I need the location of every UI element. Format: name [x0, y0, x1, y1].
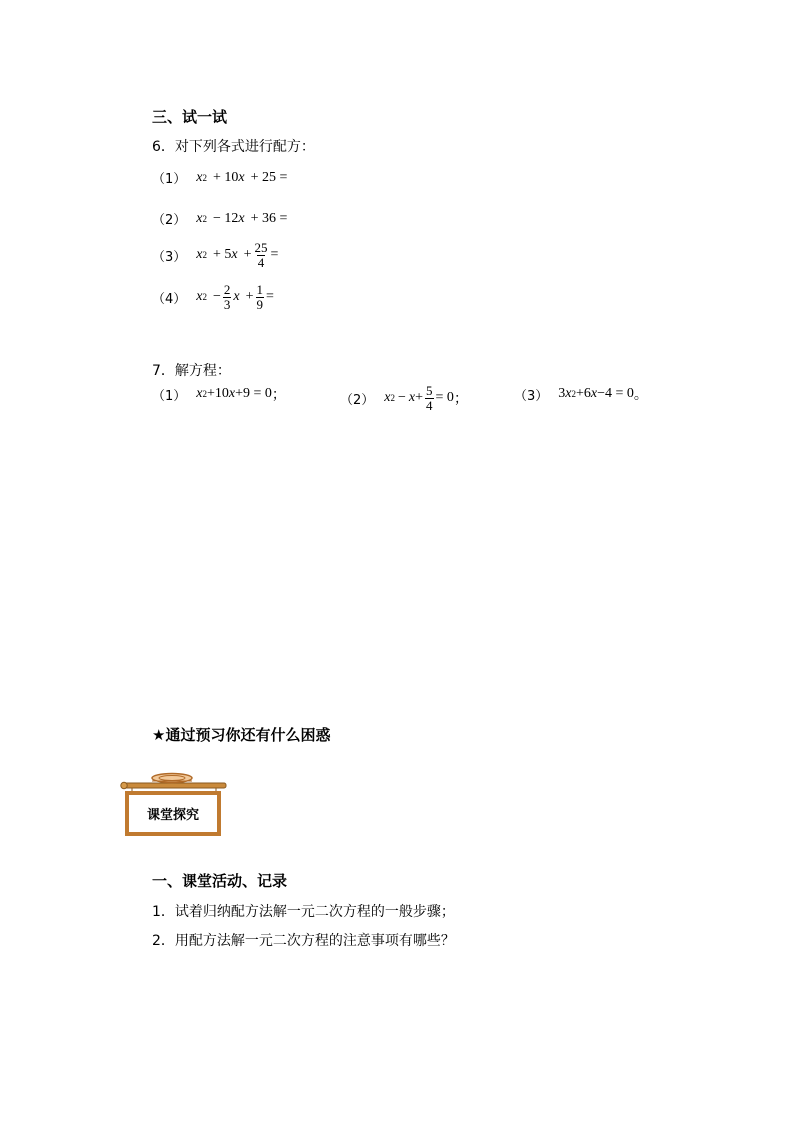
plus-sign: +	[245, 289, 254, 305]
q7-item-1: （1） x 2 +10 x +9 = 0 ；	[152, 386, 286, 404]
term-tail: +9 = 0	[235, 386, 272, 401]
variable-x: x	[231, 247, 238, 263]
fraction-denominator: 4	[426, 397, 433, 413]
section-heading-activity: 一、课堂活动、记录	[152, 872, 288, 890]
variable-x: x	[196, 169, 203, 185]
variable-x: x	[408, 390, 416, 406]
q7-item-2: （2） x 2 − x + $\frac{5}{4}$ = 0 ；	[340, 383, 468, 413]
fraction-denominator: 9	[256, 296, 264, 312]
preview-doubt-heading: ★通过预习你还有什么困惑	[152, 726, 331, 744]
fraction-denominator: 3	[223, 296, 231, 312]
variable-x: x	[238, 169, 245, 185]
variable-x: x	[196, 210, 203, 226]
variable-x: x	[233, 289, 240, 305]
item-label: （2）	[152, 213, 187, 228]
fraction	[223, 283, 232, 311]
term: +10	[207, 386, 229, 401]
variable-x: x	[565, 386, 572, 401]
minus-sign: −	[398, 390, 406, 406]
variable-x: x	[238, 210, 245, 226]
fraction-numerator: 2	[223, 282, 231, 297]
q6-item-4: （4） x 2 − $\frac{2}{3}$ x + $\frac{1}{9}$ =	[152, 282, 274, 312]
term-tail: = 0	[435, 390, 454, 406]
variable-x: x	[384, 390, 391, 406]
term: +6	[576, 386, 591, 401]
item-label: （2）	[340, 392, 375, 408]
term-tail: + 36 =	[250, 210, 288, 226]
fraction-numerator: 5	[426, 383, 433, 398]
fraction	[256, 283, 265, 311]
variable-x: x	[590, 386, 598, 401]
question-7-prompt: 7．解方程：	[152, 363, 231, 379]
variable-x: x	[196, 247, 203, 263]
fraction	[254, 241, 269, 269]
question-6-prompt: 6．对下列各式进行配方：	[152, 139, 315, 155]
fraction-denominator: 4	[257, 254, 265, 270]
variable-x: x	[196, 386, 203, 401]
classroom-explore-banner	[120, 772, 230, 836]
plus-sign: +	[243, 247, 252, 263]
term-tail: −4 = 0	[597, 386, 634, 401]
item-label: （3）	[152, 249, 187, 265]
banner-label: 课堂探究	[146, 808, 199, 823]
item-label: （1）	[152, 172, 187, 187]
minus-sign: −	[213, 289, 221, 305]
term: − 12	[213, 210, 239, 226]
q6-item-2: （2） x 2 − 12 x + 36 =	[152, 210, 288, 228]
fraction	[425, 384, 434, 412]
section-heading-try: 三、试一试	[152, 108, 228, 126]
q6-item-3: （3） x 2 + 5 x + $\frac{25}{4}$ =	[152, 240, 279, 270]
term-tail: =	[266, 289, 274, 305]
punctuation: ；	[271, 388, 286, 403]
plus-sign: +	[415, 390, 424, 406]
coefficient: 3	[558, 386, 566, 401]
term-tail: =	[270, 247, 279, 263]
punctuation: ；	[453, 392, 468, 408]
term-tail: + 25 =	[250, 169, 288, 185]
activity-item-1: 1．试着归纳配方法解一元二次方程的一般步骤；	[152, 904, 455, 920]
item-label: （3）	[514, 388, 549, 404]
fraction-numerator: 25	[254, 240, 268, 255]
term: + 10	[213, 169, 239, 185]
item-label: （4）	[152, 291, 187, 307]
q7-item-3: （3） 3 x 2 +6 x −4 = 0 。	[514, 386, 648, 404]
item-label: （1）	[152, 388, 187, 404]
q6-item-1: （1） x 2 + 10 x + 25 =	[152, 169, 288, 187]
punctuation: 。	[633, 388, 648, 403]
fraction-numerator: 1	[256, 282, 264, 297]
activity-item-2: 2．用配方法解一元二次方程的注意事项有哪些？	[152, 933, 455, 949]
variable-x: x	[196, 289, 203, 305]
variable-x: x	[228, 386, 236, 401]
term: + 5	[213, 247, 232, 263]
